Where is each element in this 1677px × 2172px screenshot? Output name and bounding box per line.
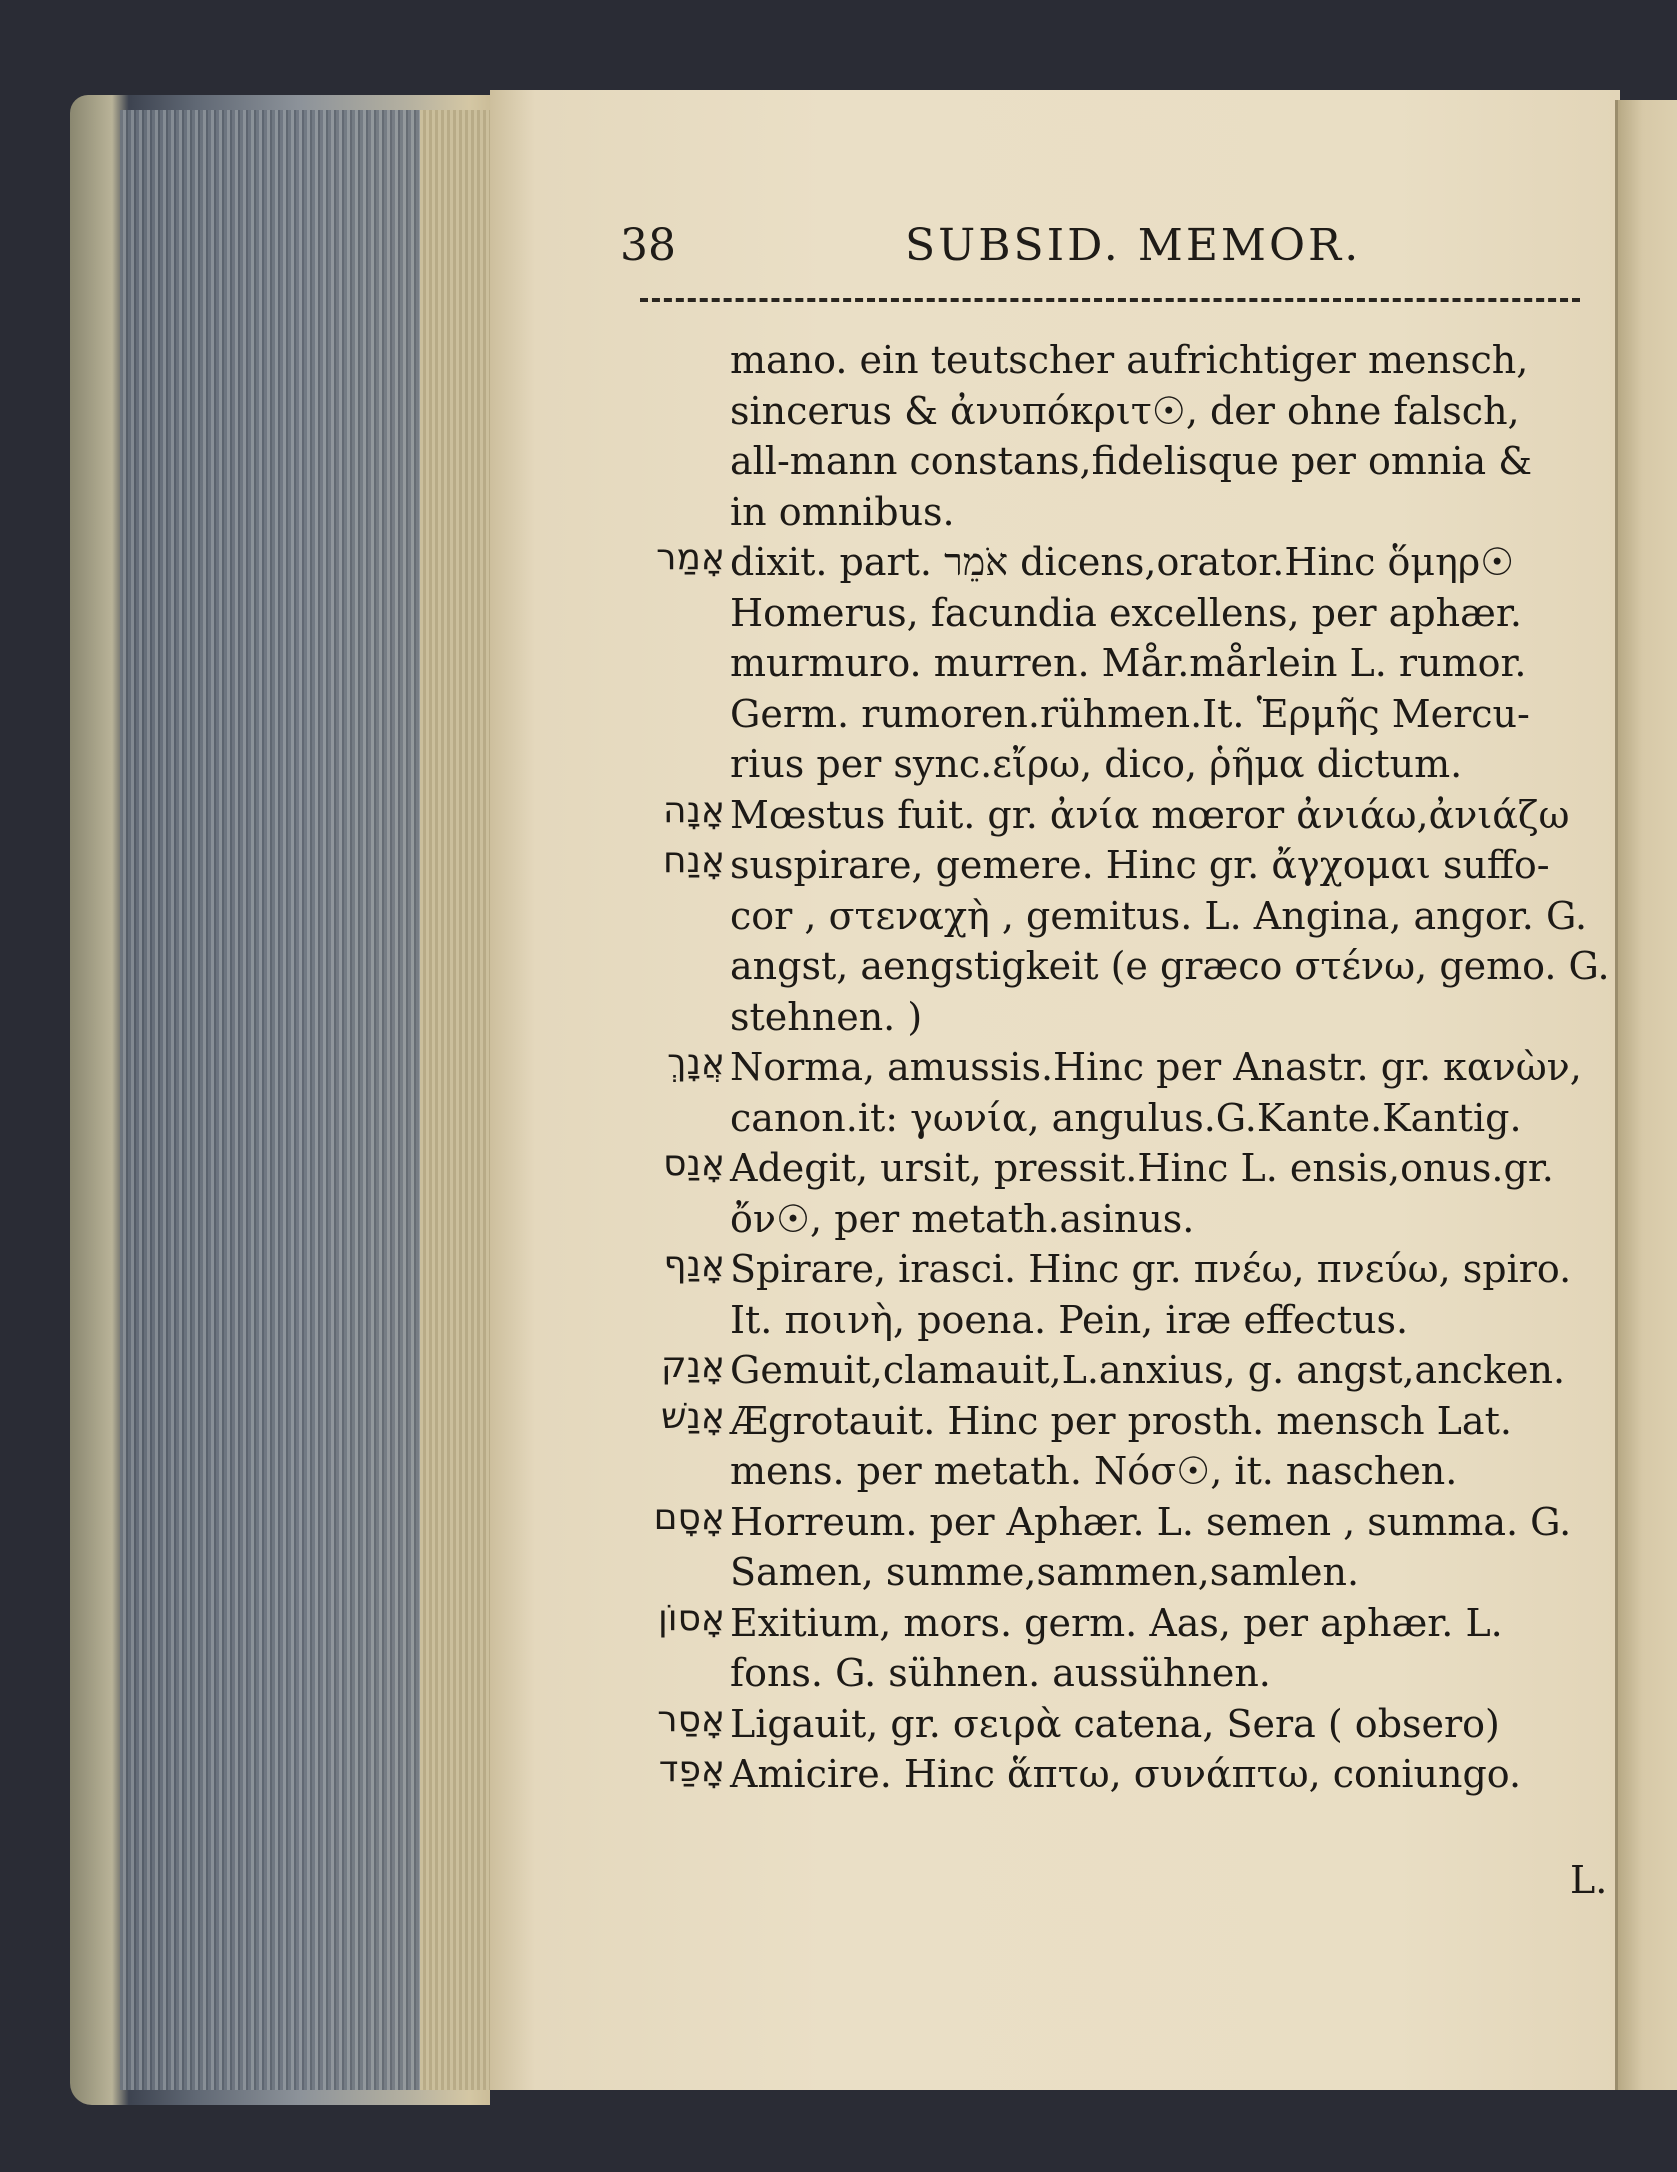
text-line: sincerus & ἀνυπόκριτ☉, der ohne falsch,: [730, 388, 1520, 433]
text-line: Homerus, facundia excellens, per aphær.: [730, 590, 1522, 635]
text-line: suspirare, gemere. Hinc gr. ἄγχομαι suffo-: [730, 843, 1550, 887]
text-line: angst, aengstigkeit (e græco στένω, gemo. G.: [730, 944, 1610, 988]
text-line: stehnen. ): [730, 994, 923, 1039]
text-line: Ægrotauit. Hinc per prosth. mensch Lat.: [730, 1398, 1512, 1443]
text-line: dixit. part. אֹמֵר dicens,orator.Hinc ὅμηρ☉: [730, 540, 1515, 584]
hebrew-headword: אָנַף: [663, 1244, 725, 1285]
text-line: mens. per metath. Νόσ☉, it. naschen.: [730, 1449, 1458, 1493]
hebrew-headword: אֲנָךְ: [667, 1042, 725, 1083]
hebrew-headword: אָנַק: [660, 1345, 725, 1386]
catchword: L.: [1570, 1858, 1608, 1902]
text-line: Adegit, ursit, pressit.Hinc L. ensis,onus.gr.: [730, 1146, 1554, 1190]
text-line: mano. ein teutscher aufrichtiger mensch,: [730, 338, 1529, 382]
hebrew-headword: אָפַד: [658, 1749, 725, 1790]
running-title: SUBSID. MEMOR.: [905, 220, 1362, 271]
right-page-edge: [1615, 100, 1677, 2090]
text-line: in omnibus.: [730, 489, 955, 534]
header-rule: [640, 298, 1580, 302]
text-line: canon.it: γωνία, angulus.G.Kante.Kantig.: [730, 1095, 1522, 1140]
hebrew-headword: אָסוֹן: [657, 1597, 725, 1639]
text-line: cor , στεναχὴ , gemitus. L. Angina, angor. G.: [730, 893, 1588, 938]
text-line: Gemuit,clamauit,L.anxius, g. angst,ancken.: [730, 1348, 1566, 1392]
hebrew-headword: אָמַר: [656, 537, 725, 578]
hebrew-headword: אָנַס: [663, 1143, 725, 1184]
text-line: Norma, amussis.Hinc per Anastr. gr. κανὼν,: [730, 1045, 1582, 1089]
text-line: Ligauit, gr. σειρὰ catena, Sera ( obsero): [730, 1701, 1500, 1746]
text-line: Exitium, mors. germ. Aas, per aphær. L.: [730, 1600, 1503, 1645]
hebrew-headword: אָסָם: [653, 1496, 725, 1538]
text-line: Samen, summe,sammen,samlen.: [730, 1550, 1360, 1594]
page-header: [620, 220, 1580, 290]
hebrew-headword: אָנָה: [663, 789, 725, 831]
text-line: Mœstus fuit. gr. ἀνία mœror ἀνιάω,ἀνιάζω: [730, 792, 1570, 837]
hebrew-headword: אָסַר: [657, 1698, 725, 1740]
text-line: Germ. rumoren.rühmen.It. Ἑρμῆς Mercu-: [730, 691, 1530, 736]
text-line: It. ποινὴ, poena. Pein, iræ effectus.: [730, 1297, 1409, 1342]
text-line: ὄν☉, per metath.asinus.: [730, 1196, 1195, 1241]
text-line: murmuro. murren. Mår.mårlein L. rumor.: [730, 641, 1527, 685]
hebrew-headword: אָנַח: [663, 840, 725, 881]
text-line: rius per sync.εἴρω, dico, ῥῆμα dictum.: [730, 742, 1463, 786]
page-stack-edge: [420, 110, 495, 2090]
text-line: all-mann constans,fidelisque per omnia &: [730, 439, 1533, 483]
text-line: Amicire. Hinc ἅπτω, συνάπτω, coniungo.: [730, 1752, 1522, 1796]
text-line: Spirare, irasci. Hinc gr. πνέω, πνεύω, spiro.: [730, 1247, 1572, 1291]
page-number: 38: [620, 220, 676, 271]
hebrew-headword: אָנַשׁ: [661, 1395, 725, 1437]
text-line: Horreum. per Aphær. L. semen , summa. G.: [730, 1499, 1572, 1544]
text-line: fons. G. sühnen. aussühnen.: [730, 1651, 1271, 1695]
